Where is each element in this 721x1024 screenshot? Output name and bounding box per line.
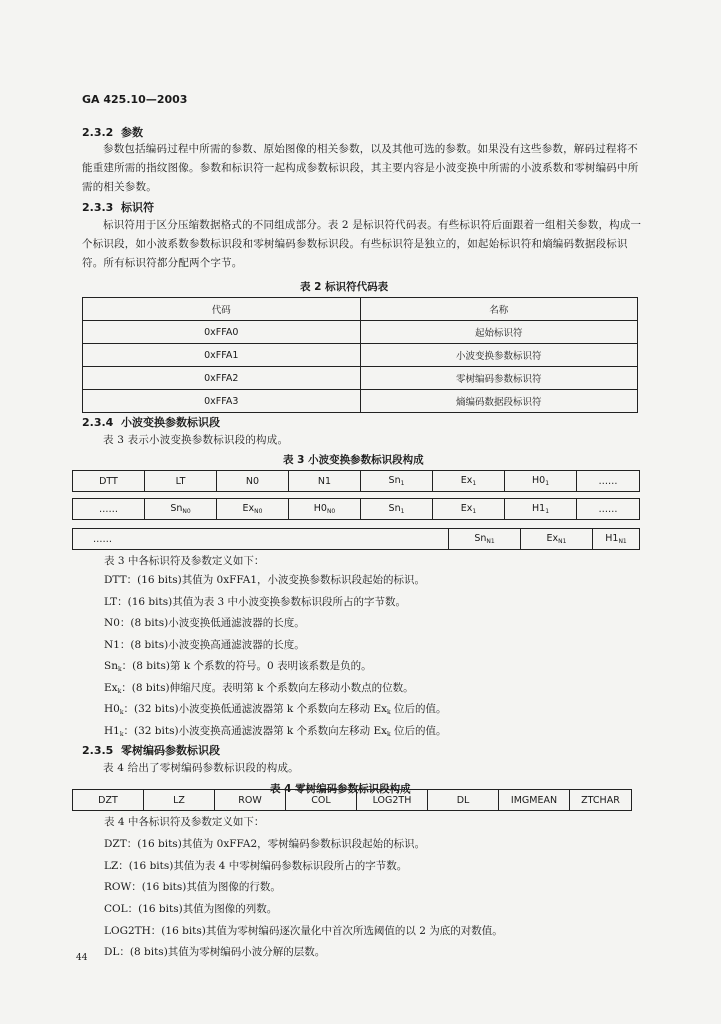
def-text: 位后的值。 [390, 703, 447, 715]
section-heading-2-3-2 [82, 124, 143, 140]
table-row [83, 344, 638, 367]
table-cell: 零树编码参数标识符 [360, 367, 638, 390]
table-3-caption: 表 3 小波变换参数标识段构成 [283, 454, 424, 466]
def-line: N1：(8 bits)小波变换高通滤波器的长度。 [104, 639, 305, 651]
table-cell: 0xFFA3 [83, 390, 361, 413]
table-cell: ROW [215, 790, 286, 811]
table-cell: 起始标识符 [360, 321, 638, 344]
table-cell: LT [145, 471, 217, 492]
paragraph-table3-intro: 表 3 表示小波变换参数标识段的构成。 [103, 434, 289, 446]
def-line: DZT：(16 bits)其值为 0xFFA2，零树编码参数标识段起始的标识。 [104, 838, 426, 850]
heading-title: 零树编码参数标识段 [121, 744, 220, 757]
table-cell [361, 499, 433, 520]
table-cell: 小波变换参数标识符 [360, 344, 638, 367]
table4-defs-intro: 表 4 中各标识符及参数定义如下： [104, 816, 265, 828]
def-term: H1 [104, 725, 120, 737]
cell-text: Sn [388, 503, 401, 514]
cell-text: Sn [474, 533, 487, 544]
table-cell [505, 471, 577, 492]
cell-text: Ex [546, 533, 559, 544]
table-cell: LOG2TH [357, 790, 428, 811]
cell-subscript: 1 [400, 508, 405, 515]
table-row [73, 529, 640, 550]
def-line [104, 679, 414, 701]
def-line: DL：(8 bits)其值为零树编码小波分解的层数。 [104, 946, 326, 958]
table-cell: 熵编码数据段标识符 [360, 390, 638, 413]
heading-number: 2.3.5 [82, 744, 114, 757]
cell-subscript: N0 [254, 508, 263, 515]
table-cell: …… [73, 529, 449, 550]
cell-text: Ex [242, 503, 255, 514]
def-subscript: k [119, 709, 124, 716]
header-cell: 代码 [83, 298, 361, 321]
table-cell [145, 499, 217, 520]
def-line: ROW：(16 bits)其值为图像的行数。 [104, 881, 281, 893]
heading-number: 2.3.4 [82, 416, 114, 429]
section-heading-2-3-4 [82, 414, 220, 430]
def-subscript: k [117, 688, 122, 695]
table-cell: …… [577, 471, 640, 492]
heading-title: 小波变换参数标识段 [121, 416, 220, 429]
def-subscript: k [387, 709, 391, 716]
table-cell: ZTCHAR [570, 790, 632, 811]
table-cell [433, 471, 505, 492]
table-row [83, 367, 638, 390]
def-line: DTT：(16 bits)其值为 0xFFA1，小波变换参数标识段起始的标识。 [104, 574, 426, 586]
cell-text: H0 [313, 503, 327, 514]
def-line [104, 700, 447, 722]
cell-subscript: 1 [545, 480, 550, 487]
section-heading-2-3-5 [82, 742, 220, 758]
table-cell [449, 529, 521, 550]
def-line [104, 657, 372, 679]
paragraph-parameters: 参数包括编码过程中所需的参数、原始图像的相关参数，以及其他可选的参数。如果没有这些参数，解码过程将不能重建所需的指纹图像。参数和标识符一起构成参数标识段，其主要内容是小波变换中所需的小波系数和零树编码中所需的相关参数。 [82, 143, 639, 193]
page-number: 44 [76, 953, 88, 963]
def-term: H0 [104, 703, 120, 715]
cell-subscript: 1 [545, 508, 550, 515]
table-2-identifier-codes [82, 297, 638, 413]
table-cell [433, 499, 505, 520]
table-4-caption: 表 4 零树编码参数标识段构成 [270, 783, 411, 795]
table-3-row-3 [72, 528, 640, 550]
table-row [83, 390, 638, 413]
table-cell: LZ [144, 790, 215, 811]
table-cell: DTT [73, 471, 145, 492]
def-line: LOG2TH：(16 bits)其值为零树编码逐次量化中首次所选阈值的以 2 为底的对数值。 [104, 925, 503, 937]
def-line: COL：(16 bits)其值为图像的列数。 [104, 903, 278, 915]
table-cell: 0xFFA1 [83, 344, 361, 367]
table-3-row-2 [72, 498, 640, 520]
cell-text: H1 [531, 503, 546, 514]
def-subscript: k [387, 731, 391, 738]
table-4-zerotree-params [72, 789, 632, 811]
def-line [104, 722, 447, 744]
table-cell: IMGMEAN [499, 790, 570, 811]
def-text: ：(32 bits)小波变换低通滤波器第 k 个系数向左移动 Ex [123, 703, 388, 715]
table-cell [593, 529, 640, 550]
cell-text: Ex [460, 503, 473, 514]
table-cell [505, 499, 577, 520]
table-cell [217, 499, 289, 520]
table-cell [521, 529, 593, 550]
table-row [73, 790, 632, 811]
table-header-row [83, 298, 638, 321]
cell-text: Ex [460, 475, 473, 486]
cell-text: Sn [170, 503, 183, 514]
table-2-caption: 表 2 标识符代码表 [300, 281, 389, 293]
def-line: N0：(8 bits)小波变换低通滤波器的长度。 [104, 617, 305, 629]
heading-title: 标识符 [121, 201, 154, 214]
section-heading-2-3-3 [82, 199, 154, 215]
def-text: ：(32 bits)小波变换高通滤波器第 k 个系数向左移动 Ex [123, 725, 388, 737]
cell-subscript: N1 [558, 538, 567, 545]
cell-text: H1 [605, 533, 619, 544]
cell-subscript: 1 [472, 480, 477, 487]
cell-subscript: 1 [400, 480, 405, 487]
table-row [73, 499, 640, 520]
cell-subscript: N1 [618, 538, 627, 545]
table-cell: DZT [73, 790, 144, 811]
paragraph-identifiers: 标识符用于区分压缩数据格式的不同组成部分。表 2 是标识符代码表。有些标识符后面跟着一组相关参数，构成一个标识段，如小波系数参数标识段和零树编码参数标识段。有些标识符是独立的，如起始标识符和熵编码数据段标识符。所有标识符都分配两个字节。 [82, 219, 642, 269]
table-row [73, 471, 640, 492]
table-cell: N1 [289, 471, 361, 492]
table-cell: 0xFFA0 [83, 321, 361, 344]
table3-defs-intro: 表 3 中各标识符及参数定义如下： [104, 555, 265, 567]
def-line: LT：(16 bits)其值为表 3 中小波变换参数标识段所占的字节数。 [104, 596, 407, 608]
def-subscript: k [119, 731, 124, 738]
def-text: 位后的值。 [390, 725, 447, 737]
header-cell: 名称 [360, 298, 638, 321]
table-cell [361, 471, 433, 492]
def-text: ：(8 bits)第 k 个系数的符号。0 表明该系数是负的。 [121, 660, 372, 672]
table-cell: DL [428, 790, 499, 811]
table-3-row-1 [72, 470, 640, 492]
def-text: ：(8 bits)伸缩尺度。表明第 k 个系数向左移动小数点的位数。 [121, 682, 414, 694]
table-cell: …… [73, 499, 145, 520]
table-cell: N0 [217, 471, 289, 492]
def-term: Sn [104, 660, 118, 672]
table-cell: 0xFFA2 [83, 367, 361, 390]
def-line: LZ：(16 bits)其值为表 4 中零树编码参数标识段所占的字节数。 [104, 860, 408, 872]
table-cell [289, 499, 361, 520]
cell-text: Sn [388, 475, 401, 486]
heading-title: 参数 [121, 126, 143, 139]
cell-text: H0 [531, 475, 546, 486]
standard-number: GA 425.10—2003 [82, 93, 188, 106]
heading-number: 2.3.3 [82, 201, 114, 214]
cell-subscript: N0 [182, 508, 191, 515]
def-term: Ex [104, 682, 118, 694]
cell-subscript: N1 [486, 538, 495, 545]
def-subscript: k [117, 666, 122, 673]
heading-number: 2.3.2 [82, 126, 114, 139]
cell-subscript: 1 [472, 508, 477, 515]
table-row [83, 321, 638, 344]
table-cell: …… [577, 499, 640, 520]
paragraph-table4-intro: 表 4 给出了零树编码参数标识段的构成。 [103, 762, 299, 774]
table-cell: COL [286, 790, 357, 811]
cell-subscript: N0 [326, 508, 336, 515]
